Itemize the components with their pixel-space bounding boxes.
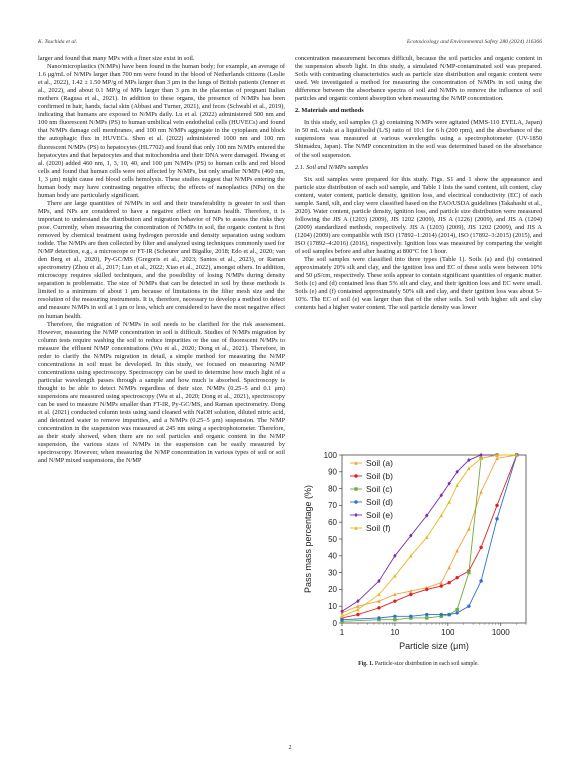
legend-label: Soil (e) <box>366 510 393 520</box>
data-point <box>393 599 396 602</box>
data-point <box>479 490 482 494</box>
y-tick-label: 10 <box>328 602 337 611</box>
data-point <box>409 615 412 618</box>
paragraph: The soil samples were classified into three types (Table 1). Soils (a) and (b) contained approximately 20% silt and clay, and the ignition loss and EC of these soils were between 10% and 50 μS/cm, respectively. These soils appear to contain significant quantities of organic matter. Soils (c) and (d) contained less than 5% silt and clay, and their ignition loss and EC were small. Soils (e) and (f) contained approximately 50% silt and clay, and their ignition loss was about 5–10%. The EC of soil (e) was larger than that of the other soils. Soil with higher silt and clay contents had a higher water content. The soil particle density was lower <box>295 256 542 312</box>
data-point <box>467 605 470 608</box>
legend-entry <box>350 484 393 494</box>
legend-label: Soil (c) <box>366 484 393 494</box>
data-point <box>354 500 357 503</box>
data-point <box>467 571 470 574</box>
data-point <box>447 581 450 584</box>
data-point <box>340 618 343 621</box>
data-point <box>425 613 428 616</box>
paragraph: Six soil samples were prepared for this study. Figs. S1 and 1 show the appearance and particle size distribution of each soil sample, and Table 1 lists the sand content, silt content, clay content, water content, particle density, ignition loss, and electrical conductivity (EC) of each sample. Sand, silt, and clay were classified based on the FAO/USDA guidelines (Takahashi et al., 2020). Water content, particle density, ignition loss, and particle size distribution were measured following the JIS A (1203) (2009), JIS 1202 (2009), JIS A (1226) (2009), and JIS A (1204) (2009) standardized methods, respectively. JIS A (1203) (2009), JIS 1202 (2009), and JIS A (1204) (2009) are compatible with ISO (17892–1:2014) (2014), ISO (17892–3:2015) (2015), and ISO (17892–4:2016) (2016), respectively. Ignition loss was measured by comparing the weight of soil samples before and after heating at 800°C for 1 hour. <box>295 175 542 256</box>
legend-label: Soil (b) <box>366 471 393 481</box>
paragraph: In this study, soil samples (3 g) containing N/MPs were agitated (MMS-110 EYELA, Japan) in 50 mL vials at a liquid/solid (L/S) ratio of 10:1 for 6 h (200 rpm), and the absorbance of the suspensions was measured at various wavelengths using a spectrophotometer (UV-1850 Shimadzu, Japan). The N/MP concentration in the soil was determined based on the absorbance of the soil suspension. <box>295 119 542 159</box>
y-tick-label: 70 <box>328 501 337 511</box>
figure-caption <box>295 661 542 667</box>
right-column <box>295 55 542 312</box>
y-tick-label: 0 <box>332 618 337 628</box>
y-tick-label: 50 <box>328 534 337 544</box>
particle-size-chart <box>300 447 540 657</box>
data-point <box>354 513 357 517</box>
data-point <box>495 517 498 520</box>
paragraph: Nano/microplastics (N/MPs) have been found in the human body; for example, an average of 1.6 μg/mL of N/MPs larger than 700 nm were found in the blood of Netherlands citizens (Leslie et al., 2022), 1.42 ± 1.50 MP/g of MPs larger than 3 μm in the lungs of British patients (Jenner et al., 2022), and about 0.1 MP/g of MPs larger than 3 μm in the placentas of pregnant Italian mothers (Ragusa et al., 2021). In addition to these organs, the presence of N/MPs has been confirmed in hair, hands, facial skin (Abbasi and Turner, 2021), and feces (Schwabl et al., 2019), indicating that humans are exposed to N/MPs daily. Lu et al. (2022) administered 500 nm and 100 nm fluorescent N/MPs (PS) to human umbilical vein endothelial cells (HUVECs) and found that N/MPs damage cell membranes, and 100 nm N/MPs aggregate in the cytoplasm and block the autophagic flux in HUVECs. Shen et al. (2022) administered 1000 nm and 100 nm fluorescent N/MPs (PS) to hepatocytes (HL7702) and found that only 100 nm N/MPs entered the hepatocytes and that hepatocytes and that mitochondria and their DNA were damaged. Hwang et al. (2020) added 460 nm, 1, 3, 10, 40, and 100 μm N/MPs (PS) to human cells and red blood cells and found that human cells were not affected by N/MPs, but only smaller N/MPs (460 nm, 1, 3 μm) might cause red blood cells hemolysis. These studies suggest that N/MPs entering the human body may have contrasting negative effects; the effects of nanoplastics (NPs) on the human body are particularly significant. <box>38 63 285 199</box>
data-point <box>447 613 450 616</box>
data-point <box>354 487 357 490</box>
paragraph: concentration measurement becomes difficult, because the soil particles and organic content in the suspension absorb light. In this study, a simulated N/MP-contaminated soil was prepared. Soils with contrasting characteristics such as particle size distribution and organic content were used. We investigated a method for measuring the concentration of N/MPs in soil using the difference between the absorbance spectra of soil and N/MPs to remove the influence of soil particles and organic content absorption when measuring the N/MP concentration. <box>295 55 542 103</box>
legend-label: Soil (d) <box>366 497 393 507</box>
legend-label: Soil (f) <box>366 523 391 533</box>
legend-entry <box>350 523 391 533</box>
y-tick-label: 80 <box>328 484 337 494</box>
data-point <box>479 546 482 549</box>
data-point <box>356 608 359 612</box>
y-tick-label: 40 <box>328 551 337 561</box>
x-tick-label: 100 <box>441 628 455 637</box>
figure-label: Fig. 1. <box>358 661 374 667</box>
data-point <box>455 608 458 611</box>
data-point <box>393 615 396 618</box>
y-tick-label: 100 <box>323 450 337 460</box>
paragraph: Therefore, the migration of N/MPs in soil needs to be clarified for the risk assessment. However, measuring the N/MP concentration in soil is difficult. Studies of N/MPs migration by column tests require washing the soil to reduce impurities or the use of fluorescent N/MPs to measure the effluent N/MP concentrations (Wu et al., 2020; Dong et al., 2021). Therefore, in order to clarify the N/MPs migration in detail, a simple method for measuring the N/MP concentrations in soil must be developed. In this study, we focused on measuring N/MP concentrations using spectroscopy. Spectroscopy can be used to determine how much light of a particular wavelength passes through a sample and how much is absorbed. Spectroscopy is thought to be able to detect N/MPs regardless of their size. N/MPs (0.25–5 and 0.1 μm) suspensions are measured using spectroscopy (Wu et al., 2020; Dong et al., 2021), spectroscopy can be used to measure N/MPs smaller than FT-IR, Py-GC/MS, and Raman spectrometry. Dong et al. (2021) conducted column tests using sand cleaned with NaOH solution, diluted nitric acid, and deionized water to remove impurities, and a N/MPs (0.25–5 μm) suspension. The N/MP concentration in the suspension was measured at 245 nm using a spectrophotometer. Therefore, as their study showed, when there are no soil particles and organic content in the N/MP suspension, the various sizes of N/MPs in the suspension can be easily measured by spectroscopy. However, when measuring the N/MP concentration in various types of soil or soil and N/MP mixed suspensions, the N/MP <box>38 320 285 465</box>
x-axis-label: Particle size (μm) <box>399 641 469 651</box>
y-tick-label: 60 <box>328 518 337 527</box>
data-point <box>354 474 357 477</box>
data-point <box>425 616 428 619</box>
legend-entry <box>350 497 393 507</box>
data-point <box>440 613 443 616</box>
legend-entry <box>350 510 393 520</box>
data-point <box>377 606 380 609</box>
legend-label: Soil (a) <box>366 458 393 468</box>
left-column <box>38 55 285 465</box>
page-number: 2 <box>288 745 292 751</box>
data-point <box>447 566 450 570</box>
data-point <box>447 500 450 504</box>
y-axis-label: Pass mass percentage (%) <box>303 484 313 594</box>
legend-entry <box>350 471 393 481</box>
data-point <box>409 593 412 596</box>
y-tick-label: 20 <box>328 585 337 595</box>
figure-caption-text: Particle-size distribution in each soil sample. <box>374 661 479 667</box>
running-header-authors: K. Tsuchida et al. <box>38 39 78 45</box>
data-point <box>495 504 498 507</box>
data-point <box>377 616 380 619</box>
x-tick-label: 10 <box>390 628 400 637</box>
running-header-journal: Ecotoxicology and Environmental Safety 280 (2024) 116366 <box>406 39 542 45</box>
x-tick-label: 1000 <box>491 628 510 637</box>
paragraph: There are large quantities of N/MPs in soil and their transferability is greater in soil than MPs, and NPs are considered to have a negative effect on human health. Therefore, it is important to understand the distribution and migration behavior of NPs to assess the risks they pose. Currently, when measuring the concentration of N/MPs in soil, the organic content is first removed by chemical treatment using hydrogen peroxide and density separation using sodium iodide. The N/MPs are then collected by filter and analyzed using techniques commonly used for N/MP detection, e.g., a microscope or FT-IR (Scheurer and Bigalke, 2018; Edo et al., 2020; van den Berg et al., 2020), Py-GC/MS (Gregoris et al., 2023; Santos et al., 2023), or Raman spectrometry (Zhou et al., 2017; Luo et al., 2022; Xiao et al., 2022), amongst others. In addition, microscopy requires skilled techniques, and the possibility of losing N/MPs during density separation is problematic. The size of N/MPs that can be detected in soil by these methods is limited to a minimum of about 1 μm because of limitations in the filter mesh size and the resolution of the measuring instruments. It is, therefore, necessary to develop a method to detect and measure N/MPs in soil at 1 μm or less, which are considered to have the most negative effect on human health. <box>38 199 285 320</box>
figure-1 <box>300 447 540 657</box>
x-tick-label: 1 <box>339 628 345 637</box>
data-point <box>440 584 443 587</box>
data-point <box>356 613 359 616</box>
data-point <box>467 527 470 531</box>
paragraph: larger and found that many MPs with a finer size exist in soil. <box>38 55 195 62</box>
data-point <box>425 588 428 591</box>
data-point <box>393 618 396 621</box>
subsection-heading: 2.1. Soil and N/MPs samples <box>295 163 369 171</box>
data-point <box>455 611 458 614</box>
data-point <box>479 579 482 582</box>
y-tick-label: 30 <box>328 568 337 578</box>
y-tick-label: 90 <box>328 467 337 477</box>
legend-entry <box>350 458 393 468</box>
section-heading: 2. Materials and methods <box>295 107 364 115</box>
data-point <box>455 576 458 579</box>
